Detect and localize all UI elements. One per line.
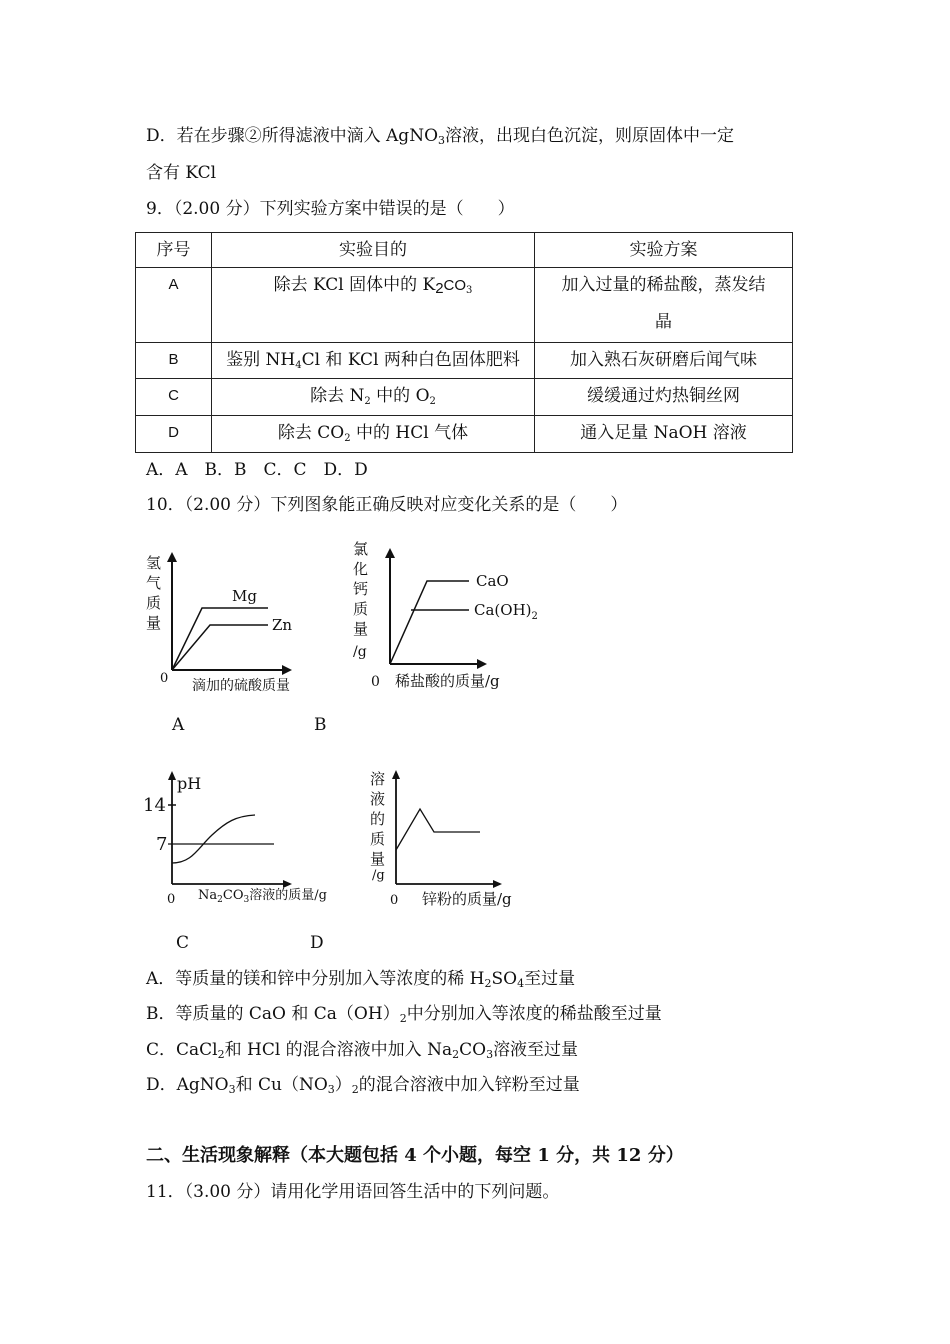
graph-a-ylabel-1: 气 (146, 574, 162, 592)
graph-b-line-cao (390, 581, 469, 664)
row-id: A (136, 268, 212, 343)
row-purpose: 鉴别 $NH_4Cl$ 和 KCl 两种白色固体肥料 (212, 343, 535, 379)
graph-d-ylabel-5: /g (372, 868, 385, 883)
graph-b-ylabel-0: 氯 (353, 540, 369, 558)
graph-d-line (396, 809, 480, 850)
graph-c-y-arrow (168, 771, 176, 780)
graph-a-y-arrow (167, 552, 177, 562)
graph-d-ylabel-2: 的 (370, 810, 386, 828)
graph-b (345, 532, 555, 697)
graph-a-line-zn (172, 625, 268, 670)
q9-choices: A．A B．B C．C D．D (146, 460, 368, 480)
q10-option-c: C．CaCl$_2$和 HCl 的混合溶液中加入 $Na_2CO_3$溶液至过量 (146, 1040, 579, 1061)
q9-table (135, 232, 793, 453)
graph-d (362, 764, 532, 914)
graph-a-line-mg (172, 608, 268, 670)
graph-c-axes (172, 778, 290, 884)
graph-c-caption: C (176, 933, 190, 953)
row-purpose: 除去 KCl 固体中的 $K_2CO_3$ (212, 268, 535, 343)
graph-c-tick-high: 14 (143, 795, 166, 816)
graph-d-xlabel: 锌粉的质量/g (422, 890, 512, 908)
graph-b-ylabel-5: /g (353, 644, 367, 660)
row-purpose: 除去 $CO_2$ 中的 HCl 气体 (212, 416, 535, 453)
graph-c-origin: 0 (167, 892, 176, 907)
q10-option-b: B．等质量的 CaO 和 $Ca(OH)_2$中分别加入等浓度的稀盐酸至过量 (146, 1004, 662, 1025)
graph-c-x-arrow (283, 880, 292, 888)
graph-b-y-arrow (385, 548, 395, 558)
q10-option-a: A．等质量的镁和锌中分别加入等浓度的稀 $H_2SO_4$至过量 (146, 969, 576, 990)
graph-b-caption: B (314, 715, 327, 735)
graph-b-series-caoh2: $Ca(OH)_2$ (474, 601, 538, 622)
table-row (136, 268, 793, 343)
row-plan: 加入熟石灰研磨后闻气味 (535, 343, 793, 379)
row-purpose: 除去 $N_2$ 中的 $O_2$ (212, 379, 535, 416)
graph-a-caption: A (172, 715, 185, 735)
q10-stem: 10．（2.00 分）下列图象能正确反映对应变化关系的是（ ） (146, 495, 628, 515)
graph-b-xlabel: 稀盐酸的质量/g (395, 672, 500, 690)
graph-d-ylabel-3: 质 (370, 830, 386, 848)
graph-b-ylabel-1: 化 (353, 560, 369, 578)
graph-a-xlabel: 滴加的硫酸质量 (192, 678, 290, 694)
row-plan: 缓缓通过灼热铜丝网 (535, 379, 793, 416)
graph-d-ylabel-1: 液 (370, 790, 386, 808)
graph-a-ylabel-2: 质 (146, 594, 162, 612)
header-purpose: 实验目的 (212, 233, 535, 268)
table-header-row (136, 233, 793, 268)
graph-c-xlabel: $Na_2CO_3$溶液的质量/g (198, 888, 327, 905)
graph-a-x-arrow (282, 665, 292, 675)
graph-c-tick-mid: 7 (156, 834, 168, 855)
graph-d-origin: 0 (390, 893, 399, 908)
graph-d-axes (396, 778, 500, 884)
graph-d-caption: D (310, 933, 324, 953)
header-id: 序号 (136, 233, 212, 268)
graph-c (140, 768, 345, 910)
graph-a (140, 548, 310, 698)
graph-b-ylabel-2: 钙 (353, 580, 369, 598)
graph-a-ylabel-3: 量 (146, 614, 162, 632)
table-row (136, 416, 793, 453)
graph-d-ylabel-4: 量 (370, 850, 386, 868)
row-plan: 加入过量的稀盐酸，蒸发结 晶 (535, 268, 793, 343)
graph-b-series-cao: CaO (476, 572, 509, 590)
q9-stem: 9．（2.00 分）下列实验方案中错误的是（ ） (146, 199, 515, 219)
q8-option-d-line2: 含有 KCl (146, 163, 217, 183)
graph-c-curve (172, 815, 255, 863)
header-plan: 实验方案 (535, 233, 793, 268)
q11-stem: 11．（3.00 分）请用化学用语回答生活中的下列问题。 (146, 1182, 560, 1202)
graph-a-axes (172, 560, 293, 670)
q8-option-d-line1: D．若在步骤②所得滤液中滴入 AgNO$_3$溶液，出现白色沉淀，则原固体中一定 (146, 126, 735, 147)
row-id: B (136, 343, 212, 379)
row-plan: 通入足量 NaOH 溶液 (535, 416, 793, 453)
graph-d-x-arrow (493, 880, 502, 888)
graph-b-ylabel-4: 量 (353, 620, 369, 638)
graph-b-ylabel-3: 质 (353, 600, 369, 618)
table-row (136, 343, 793, 379)
graph-a-series-mg: Mg (232, 587, 257, 605)
row-id: D (136, 416, 212, 453)
graph-c-ylabel: pH (177, 774, 202, 793)
graph-b-x-arrow (477, 659, 487, 669)
graph-a-ylabel-0: 氢 (146, 554, 162, 572)
graph-a-origin: 0 (160, 671, 169, 686)
row-id: C (136, 379, 212, 416)
graph-d-ylabel-0: 溶 (370, 770, 386, 788)
graph-a-series-zn: Zn (272, 616, 293, 634)
section-2-title: 二、生活现象解释（本大题包括 4 个小题，每空 1 分，共 12 分） (146, 1145, 684, 1166)
graph-b-origin: 0 (371, 674, 380, 690)
table-row (136, 379, 793, 416)
q10-option-d: D．AgNO$_3$和 $Cu(NO_3)_2$的混合溶液中加入锌粉至过量 (146, 1075, 580, 1096)
graph-d-y-arrow (392, 770, 400, 779)
